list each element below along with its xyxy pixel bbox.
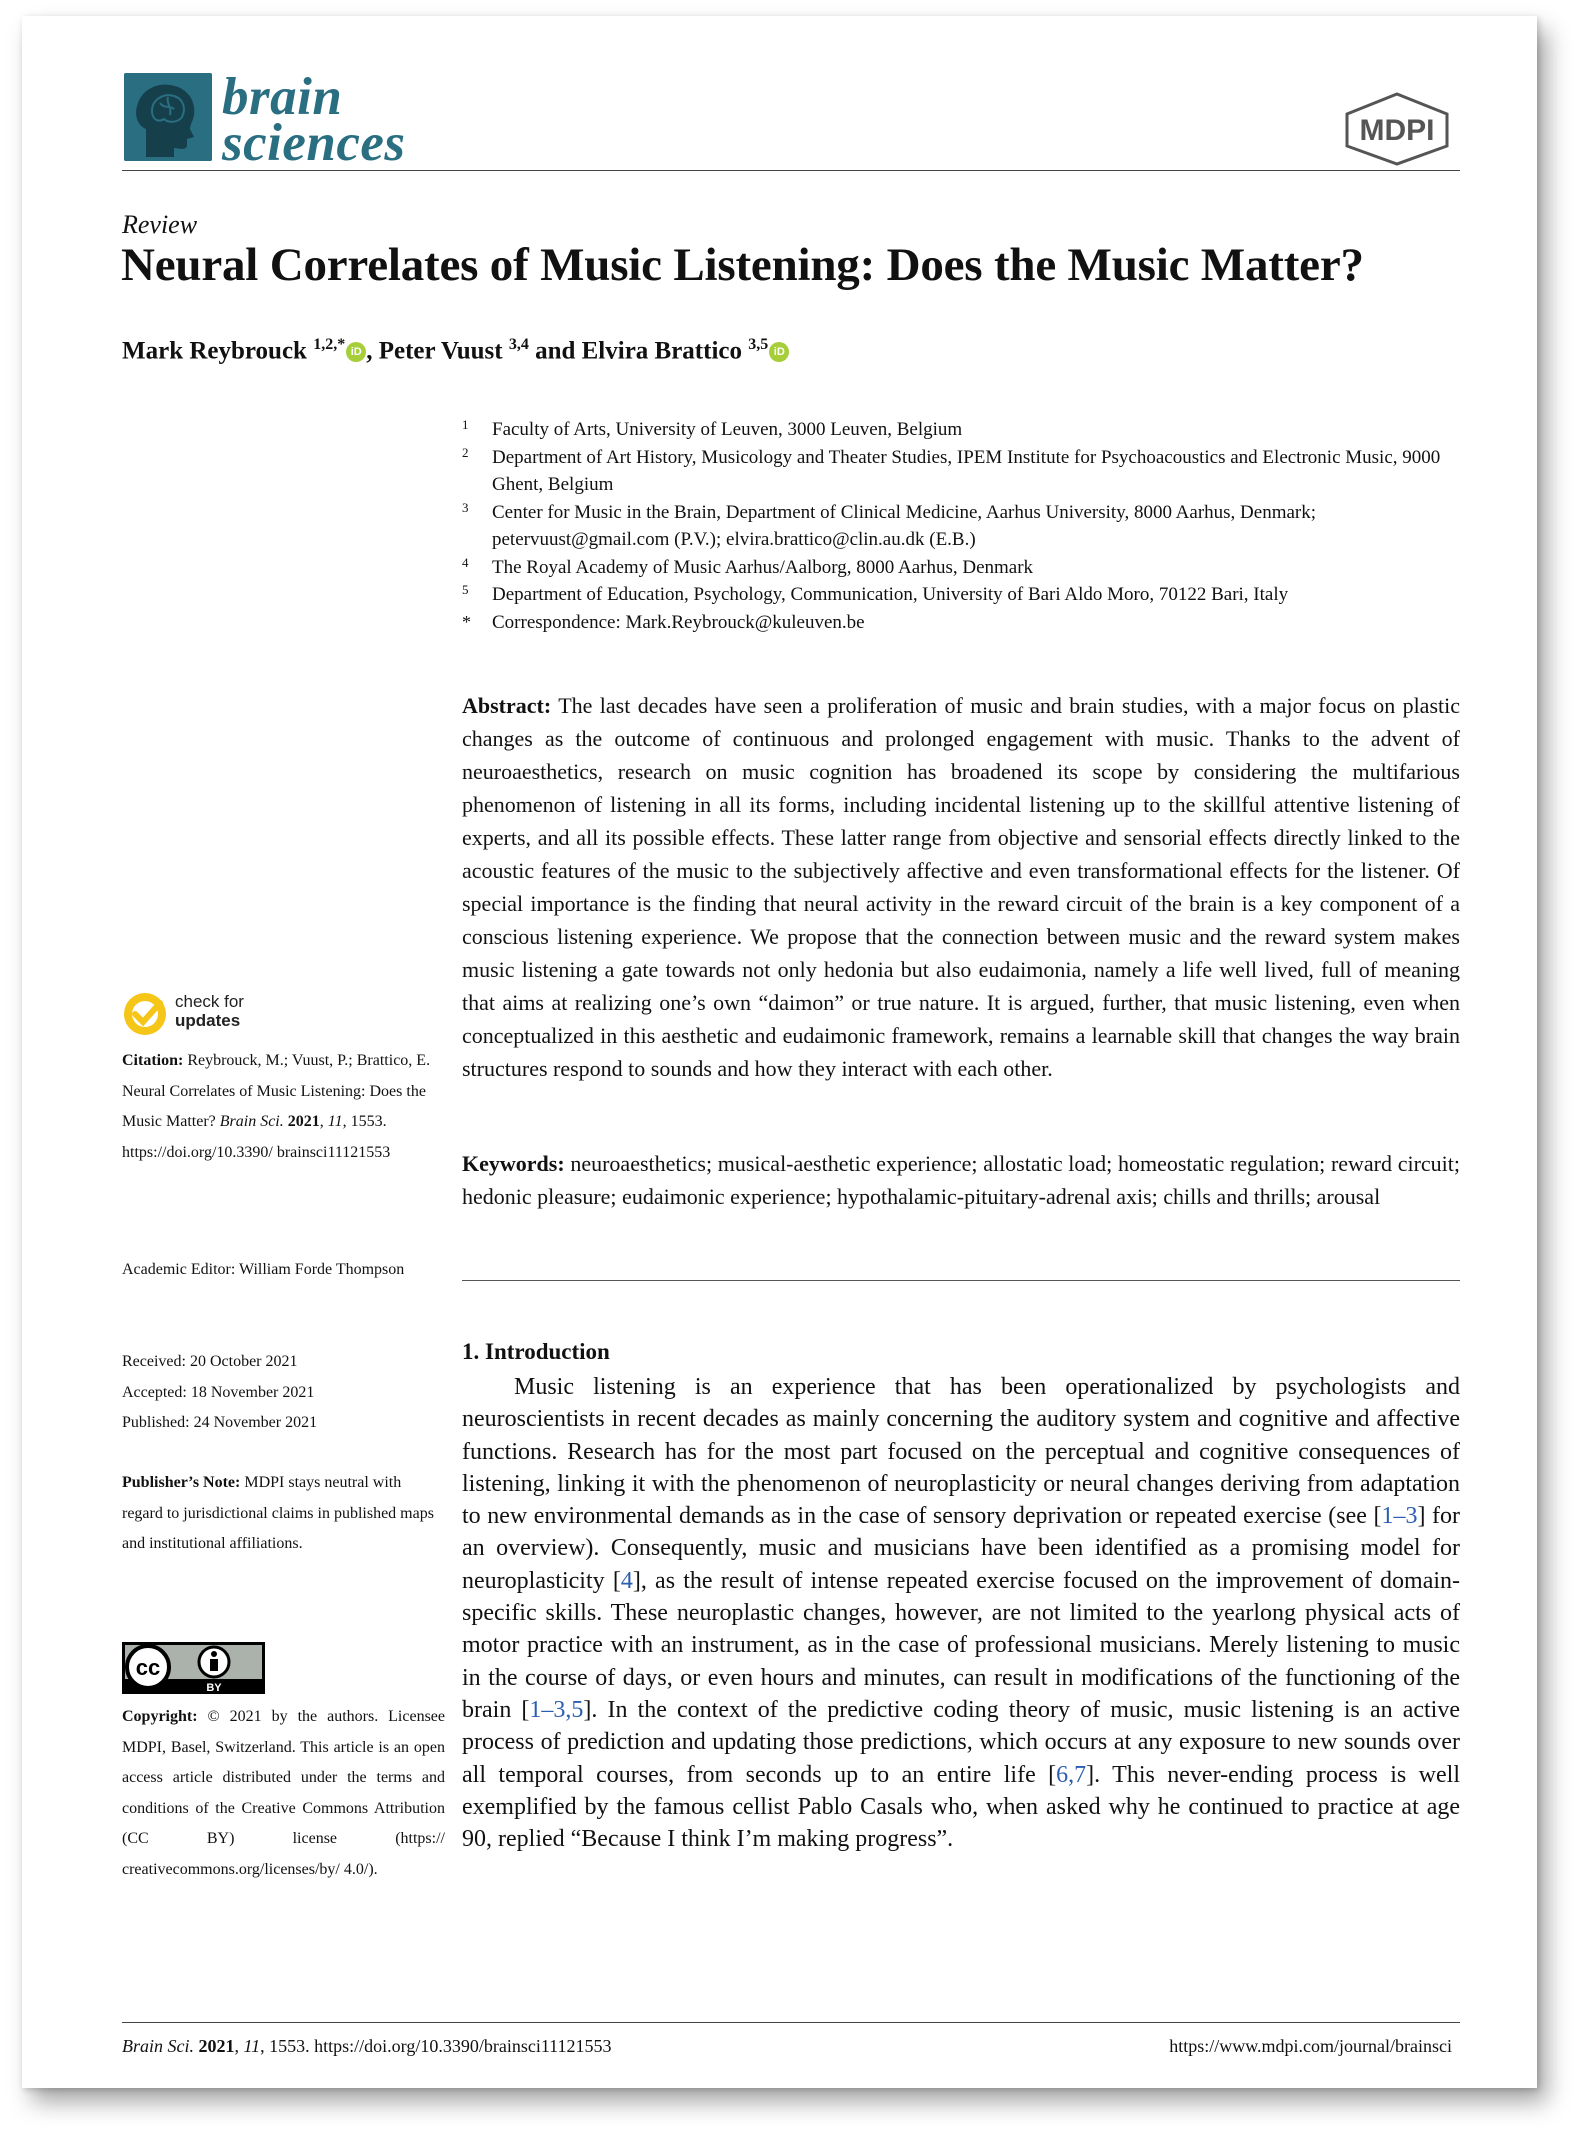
citation-doi[interactable]: , 1553. https://doi.org/10.3390/ brainsci11121553 xyxy=(122,1113,391,1161)
cc-by-label: BY xyxy=(206,1682,222,1694)
citation-link[interactable]: 6,7 xyxy=(1056,1761,1087,1788)
affiliation-item xyxy=(462,416,1472,444)
publisher-name: MDPI xyxy=(1359,114,1435,147)
check-for-updates-line2: updates xyxy=(175,1011,241,1030)
footer-citation: Brain Sci. 2021, 11, 1553. https://doi.org/10.3390/brainsci11121553 xyxy=(122,2036,612,2056)
received-date: Received: 20 October 2021 xyxy=(122,1353,298,1370)
footer-journal-url[interactable]: https://www.mdpi.com/journal/brainsci xyxy=(1169,2036,1452,2056)
article-title: Neural Correlates of Music Listening: Does the Music Matter? xyxy=(121,239,1364,291)
publisher-note-label: Publisher’s Note: xyxy=(122,1474,241,1491)
citation-link[interactable]: 1–3 xyxy=(1381,1503,1418,1530)
dates-block xyxy=(122,1347,445,1439)
crossmark-icon xyxy=(122,991,168,1037)
affiliation-text: Center for Music in the Brain, Department of Clinical Medicine, Aarhus University, 8000 Aarhus, Denmark; petervuust@gmail.com (P.V.); elvira.brattico@clin.au.dk (E.B.) xyxy=(492,501,1317,550)
correspondence-item xyxy=(462,609,1472,637)
copyright-label: Copyright: xyxy=(122,1708,198,1725)
journal-name-line1: brain xyxy=(222,68,343,126)
citation-text: Reybrouck, M.; Vuust, P.; Brattico, E. Neural Correlates of Music Listening: Does the Music Matter? xyxy=(122,1052,431,1130)
keywords xyxy=(462,1147,1460,1213)
author-name[interactable]: Elvira Brattico xyxy=(581,337,743,365)
intro-text: ]. This never-ending process is well exemplified by the famous cellist Pablo Casals who, when asked why he continued to practice at age 90, replied “Because I think I’m making progress”. xyxy=(462,1761,1460,1853)
citation-label: Citation: xyxy=(122,1052,184,1069)
footer-divider xyxy=(122,2022,1460,2023)
footer-volume: 11 xyxy=(243,2036,261,2056)
introduction-paragraph xyxy=(462,1371,1460,1855)
author-separator: , xyxy=(366,337,379,365)
affiliation-list xyxy=(462,416,1472,636)
footer-doi[interactable]: , 1553. https://doi.org/10.3390/brainsci11121553 xyxy=(260,2036,612,2056)
affiliation-mark: 5 xyxy=(462,582,469,597)
paper-page xyxy=(22,16,1537,2088)
affiliation-mark: 3 xyxy=(462,499,469,515)
author-affiliation-marks: 3,4 xyxy=(508,336,529,353)
abstract xyxy=(462,689,1460,1085)
keywords-label: Keywords: xyxy=(462,1151,565,1176)
intro-text: Music listening is an experience that has been operationalized by psychologists and neuroscientists in recent decades as mainly concerning the auditory system and cognitive and affective functions. Research has for the most part focused on the perceptual and cognitive consequences of listening, linking it with the phenomenon of neuroplasticity or neural changes deriving from adaptation to new environmental demands as in the case of sensory deprivation or repeated exercise (see [ xyxy=(462,1374,1460,1530)
academic-editor: Academic Editor: William Forde Thompson xyxy=(122,1261,405,1278)
affiliation-item xyxy=(462,581,1472,609)
section-heading: 1. Introduction xyxy=(462,1339,610,1364)
svg-text:cc: cc xyxy=(135,1655,161,1680)
check-for-updates-line1: check for xyxy=(175,992,244,1011)
citation-year: 2021 xyxy=(287,1113,320,1130)
citation-link[interactable]: 1–3,5 xyxy=(529,1696,584,1723)
affiliation-mark: 2 xyxy=(462,444,469,460)
mdpi-logo xyxy=(1339,90,1455,171)
abstract-text: The last decades have seen a proliferation of music and brain studies, with a major focus on plastic changes as the outcome of continuous and prolonged engagement with music. Thanks to the advent of neuroaesthetics, research on music cognition has broadened its scope by considering the multifarious phenomenon of listening in all its forms, including incidental listening up to the skillful attentive listening of experts, and all its possible effects. These latter range from objective and sensorial effects directly linked to the acoustic features of the music to the subjectively affective and even transformational effects for the listener. Of special importance is the finding that neural activity in the reward circuit of the brain is a key component of a conscious listening experience. We propose that the connection between music and the reward system makes music listening a gate towards not only hedonia but also eudaimonia, namely a life well lived, full of meaning that aims at realizing one’s own “daimon” or true nature. It is argued, further, that music listening, even when conceptualized in this aesthetic and eudaimonic framework, remains a learnable skill that changes the way brain structures respond to sounds and how they interact with each other. xyxy=(462,693,1460,1081)
journal-logo-icon xyxy=(124,73,212,161)
affiliation-mark: * xyxy=(462,611,471,632)
publisher-note xyxy=(122,1468,445,1560)
footer-journal: Brain Sci. xyxy=(122,2036,194,2056)
cc-by-license-badge[interactable] xyxy=(122,1642,265,1694)
copyright-block xyxy=(122,1702,445,1885)
affiliation-mark: 1 xyxy=(462,417,469,432)
intro-text: ]. In the context of the predictive coding theory of music, music listening is an active process of prediction and updating those predictions, which occurs at any exposure to new sounds over all temporal courses, from seconds up to an entire life [ xyxy=(462,1696,1460,1788)
author-affiliation-marks: 1,2,* xyxy=(313,336,346,353)
author-name[interactable]: Mark Reybrouck xyxy=(122,337,307,365)
affiliation-item xyxy=(462,444,1472,499)
affiliation-mark: 4 xyxy=(462,554,469,570)
cc-by-icon xyxy=(122,1642,265,1694)
correspondence-text[interactable]: Correspondence: Mark.Reybrouck@kuleuven.be xyxy=(492,611,865,633)
orcid-icon[interactable]: iD xyxy=(346,342,366,362)
copyright-text: © 2021 by the authors. Licensee MDPI, Basel, Switzerland. This article is an open access article distributed under the terms and conditions of the Creative Commons Attribution (CC BY) license (https:// creativecommons.org/licenses/by/ 4.0/). xyxy=(122,1708,446,1878)
intro-text: ] for an overview). Consequently, music and musicians have been identified as a promising model for neuroplasticity [ xyxy=(462,1503,1460,1594)
journal-name-line2: sciences xyxy=(222,114,406,172)
footer-year: 2021 xyxy=(198,2036,235,2056)
article-type: Review xyxy=(122,210,198,239)
intro-text: ], as the result of intense repeated exercise focused on the improvement of domain-specific skills. These neuroplastic changes, however, are not limited to the yearlong physical acts of motor practice with an instrument, as in the case of professional musicians. Merely listening to music in the course of days, or even hours and minutes, can result in modifications of the functioning of the brain [ xyxy=(462,1567,1461,1723)
mdpi-hexagon-icon xyxy=(1339,90,1455,166)
author-separator: and xyxy=(528,337,582,365)
publisher-note-text: MDPI stays neutral with regard to jurisdictional claims in published maps and institutional affiliations. xyxy=(122,1474,434,1552)
citation-volume: 11 xyxy=(327,1113,343,1130)
affiliation-item xyxy=(462,499,1472,554)
affiliation-text: Department of Art History, Musicology and Theater Studies, IPEM Institute for Psychoacoustics and Electronic Music, 9000 Ghent, Belgium xyxy=(492,446,1441,495)
citation-block: Citation: Reybrouck, M.; Vuust, P.; Brattico, E. Neural Correlates of Music Listening: Does the Music Matter? Brain Sci. 2021, 11, 1553. https://doi.org/10.3390/ brainsci11121553 xyxy=(122,1052,431,1161)
keywords-text: neuroaesthetics; musical-aesthetic experience; allostatic load; homeostatic regulation; reward circuit; hedonic pleasure; eudaimonic experience; hypothalamic-pituitary-adrenal axis; chills and thrills; arousal xyxy=(462,1151,1460,1209)
abstract-label: Abstract: xyxy=(462,693,552,718)
author-list xyxy=(122,336,789,365)
citation-journal: Brain Sci. xyxy=(219,1113,284,1130)
accepted-date: Accepted: 18 November 2021 xyxy=(122,1383,315,1401)
author-affiliation-marks: 3,5 xyxy=(748,336,769,353)
affiliation-text: Department of Education, Psychology, Communication, University of Bari Aldo Moro, 70122 Bari, Italy xyxy=(492,584,1289,605)
published-date: Published: 24 November 2021 xyxy=(122,1414,318,1431)
citation-link[interactable]: 4 xyxy=(620,1567,633,1594)
affiliation-text: The Royal Academy of Music Aarhus/Aalborg, 8000 Aarhus, Denmark xyxy=(492,556,1034,578)
abstract-divider xyxy=(462,1280,1460,1281)
affiliation-item xyxy=(462,554,1472,582)
author-name[interactable]: Peter Vuust xyxy=(378,337,503,365)
header-divider xyxy=(122,170,1460,171)
journal-name xyxy=(222,68,406,172)
affiliation-text: Faculty of Arts, University of Leuven, 3000 Leuven, Belgium xyxy=(492,419,963,440)
orcid-icon[interactable]: iD xyxy=(769,342,789,362)
